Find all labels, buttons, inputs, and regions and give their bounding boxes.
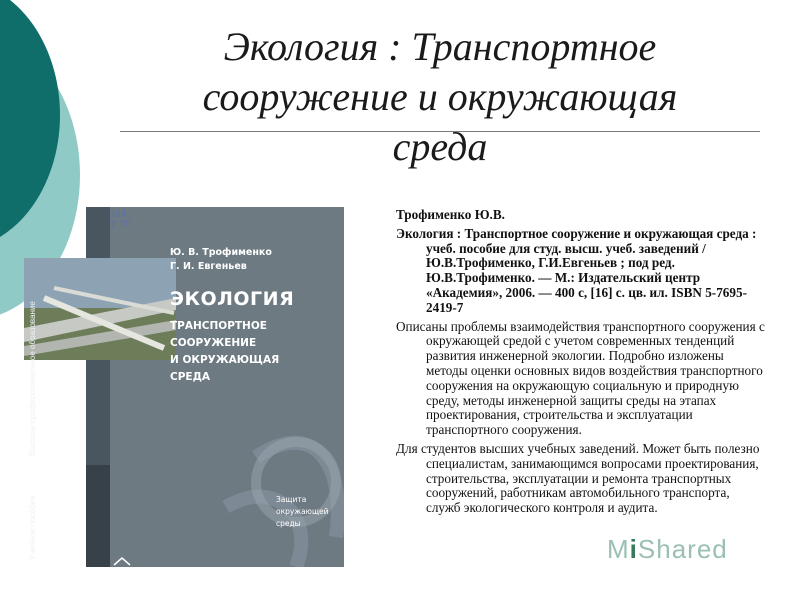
cover-subtitle-line: ТРАНСПОРТНОЕ xyxy=(170,320,267,332)
cover-authors xyxy=(170,246,340,274)
watermark-m: M xyxy=(607,534,630,564)
cover-series-label: Высшее профессиональное образование xyxy=(28,301,37,456)
record-description: Описаны проблемы взаимодействия транспортного сооружения с окружающей средой с учетом современных тенденций развития инженерной экологии. Подробно изложены методы оценки основных видов воздействия транспортного сооружения на окружающую социальную и природную среду, методы инженерной защиты среды на этапах проектирования, строительства и эксплуатации транспортного сооружения. xyxy=(396,318,765,438)
watermark-i: i xyxy=(629,534,638,564)
slide-title xyxy=(120,22,760,172)
record-audience: Для студентов высших учебных заведений. Может быть полезно специалистам, занимающимся вопросами проектирования, строительства, эксплуатации и ремонта транспортных сооружений, работникам автомобильного транспорта, служб экологического контроля и аудита. xyxy=(396,440,760,516)
cover-tag-line: Защита xyxy=(276,495,307,504)
title-line: сооружение и окружающая xyxy=(202,74,678,119)
title-divider xyxy=(120,131,760,132)
cover-photo xyxy=(24,258,176,360)
record-citation: Экология : Транспортное сооружение и окружающая среда : учеб. пособие для студ. высш. учеб. заведений / Ю.В.Трофименко, Г.И.Евгеньев ; под ред. Ю.В.Трофименко. — М.: Издательский центр «Академия», 2006. — 400 с, [16] с. цв. ил. ISBN 5-7695-2419-7 xyxy=(396,225,757,315)
cover-series-tag xyxy=(276,494,340,530)
cover-subtitle-line: СРЕДА xyxy=(170,371,211,383)
cover-main-title: ЭКОЛОГИЯ xyxy=(170,288,295,310)
publisher-logo-icon xyxy=(112,556,132,566)
bibliographic-record xyxy=(396,208,766,516)
cover-tag-line: окружающей xyxy=(276,507,329,516)
cover-subtitle xyxy=(170,318,340,386)
library-handwritten-mark xyxy=(109,209,131,231)
cover-series-bottom: Учебное пособие xyxy=(28,495,37,560)
highway-photo-icon xyxy=(24,258,176,360)
cover-author: Г. И. Евгеньев xyxy=(170,261,247,272)
record-author: Трофименко Ю.В. xyxy=(396,207,505,222)
cover-tag-line: среды xyxy=(276,519,301,528)
watermark-rest: Shared xyxy=(637,534,728,564)
myshared-watermark xyxy=(607,534,728,565)
title-line: среда xyxy=(392,124,488,169)
cover-subtitle-line: И ОКРУЖАЮЩАЯ xyxy=(170,354,280,366)
cover-subtitle-line: СООРУЖЕНИЕ xyxy=(170,337,257,349)
handwriting-line: 504 xyxy=(109,209,128,222)
title-line: Экология : Транспортное xyxy=(223,24,657,69)
cover-author: Ю. В. Трофименко xyxy=(170,247,272,258)
handwriting-line: Т 76 xyxy=(110,218,132,232)
